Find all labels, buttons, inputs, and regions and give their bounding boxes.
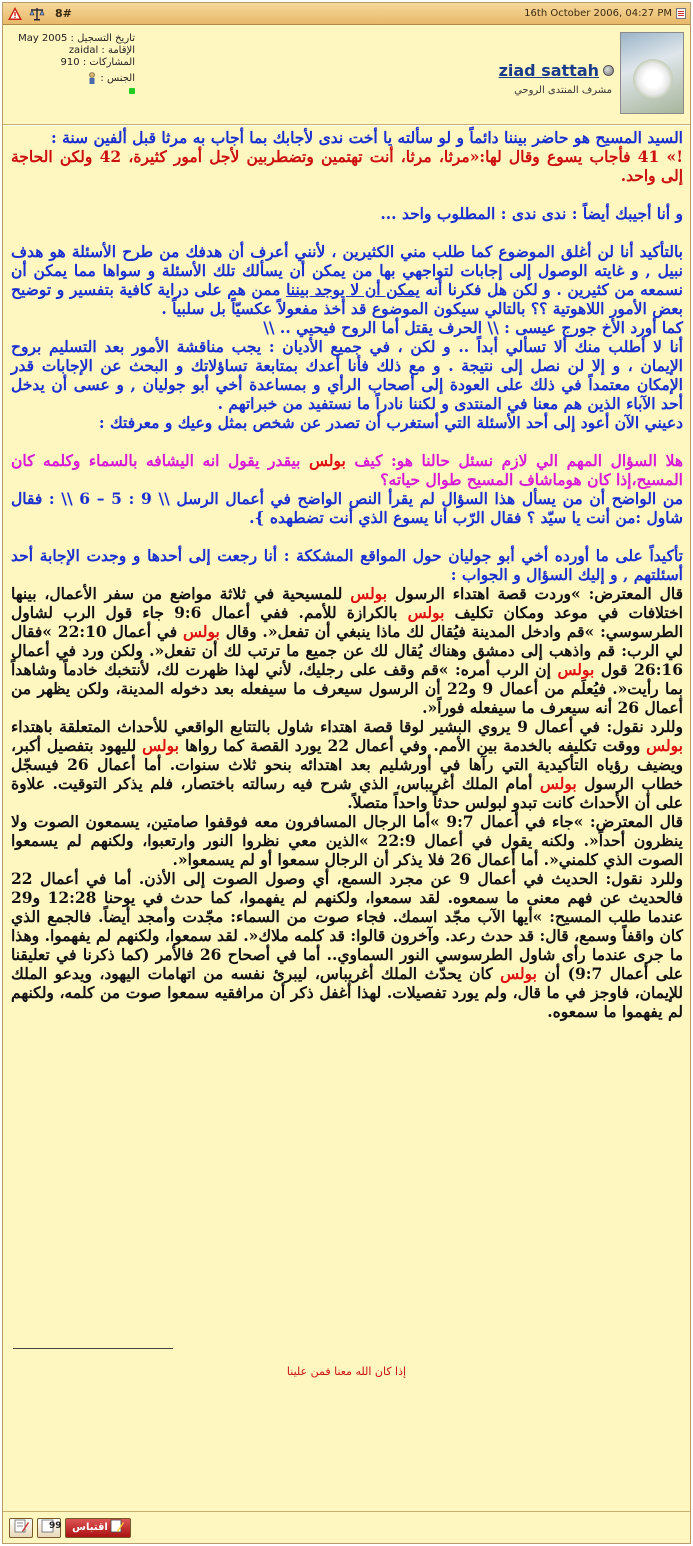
post-paragraph: دعيني الآن أعود إلى أحد الأسئلة التي أستغرب أن تصدر عن شخص بمثل وعيك و معرفتك :: [98, 413, 683, 432]
quoted-question: هلا السؤال المهم الي لازم نسئل حالنا هو: كيف بولس بيقدر يقول انه اليشافه بالسماء وكلمه كان المسيح،إذا كان هوماشاف المسيح طوال حياته؟: [11, 451, 683, 489]
post-paragraph: تأكيداً على ما أورده أخي أبو جوليان حول المواقع المشككة : أنا رجعت إلى أحدها و وجدت الإجابة أحد أسئلتهم , و إليك السؤال و الجواب :: [11, 546, 683, 584]
post-container: [2, 2, 691, 1544]
avatar[interactable]: [620, 32, 684, 114]
post-body: [3, 126, 690, 1511]
user-details: [11, 33, 135, 98]
quote-button-label: اقتباس: [72, 1522, 108, 1533]
post-actions-bar: [3, 1511, 690, 1543]
bible-quote: !» 41 فأجاب يسوع وقال لها:«مرثا، مرثا، أنت تهتمين وتضطربين لأجل أمور كثيرة، 42 ولكن الحاجة إلى واحد.: [11, 147, 683, 185]
post-paragraph: كما أورد الأخ جورج عيسى : \\ الحرف يقتل أما الروح فيحيي .. \\: [263, 318, 683, 337]
post-icon: [676, 8, 686, 19]
post-paragraph: و أنا أجيبك أيضاً : ندى ندى : المطلوب واحد ...: [380, 204, 683, 223]
post-date: 16th October 2006, 04:27 PM: [524, 8, 672, 19]
svg-text:99: 99: [49, 1521, 62, 1531]
post-paragraph: أنا لا أطلب منك ألا تسألي أبداً .. و لكن ، في جميع الأديان : يجب مناقشة الأمور بعد التسليم بروح الإيمان ، و إلا لن نصل إلى نتيجة . و مع ذلك فأنا أعدك بمتابعة تساؤلاتك و البحث عن الإجابات قدر الإمكان معتمداً في ذلك على العودة إلى أصحاب الرأي و بمساعدة أخي أبو جوليان , و عسى أن يدخل أحد الآباء الذين هم معنا في المنتدى و لكننا نادراً ما نستفيد من خبراتهم .: [11, 337, 683, 413]
gender-label: الجنس :: [100, 73, 135, 84]
answer-paragraph: وللرد نقول: الحديث في أعمال 9 عن مجرد السمع، أي وصول الصوت إلى الأذن. أما في أعمال 22 فالحديث عن فهم معنى ما سمعوه. لقد سمعوا، ولكنهم لم يفهموا، كما حدث في يوحنا 12:28 و29 عندما طلب المسيح: »أيها الآب مجّد اسمك. فجاء صوت من السماء: مجّدت وأمجد أيضاً. فالجمع الذي كان واقفاً وسمع، قال: قد حدث رعد. وآخرون قالوا: قد كلمه ملاك«. لقد سمعوا، ولكنهم لم يفهموا. وهذا ما جرى عندما رأى شاول الطرسوسي النور السماوي.. أما في أصحاح 26 فالأمر (كما ذكرنا في تعليقنا على أعمال 9:7) أن بولس كان يحدّث الملك أغريباس، ليبرئ نفسه من اتهامات اليهود، ويدعو الملك للإيمان، فاوجز في ما قال، ولم يورد تفصيلات. لهذا أغفل ذكر أن مرافقيه سمعوا صوت من كلمه، ولكنهم لم يفهموا ما سمعوه.: [11, 869, 684, 1021]
post-header-bar: [3, 3, 690, 25]
username-link[interactable]: ziad sattah: [498, 61, 599, 80]
answer-paragraph: قال المعترض: »وردت قصة اهتداء الرسول بولس للمسيحية في ثلاثة مواضع من سفر الأعمال، بينها اختلافات في موعد ومكان تكليف بولس بالكرازة للأمم. ففي أعمال 9:6 جاء قول الرب لشاول الطرسوسي: »قم وادخل المدينة فيُقال لك ماذا ينبغي أن تفعل«. وقال بولس في أعمال 22:10 »فقال لي الرب: قم واذهب إلى دمشق وهناك يُقال لك عن جميع ما ترتب لك أن تفعل«. ولكن ورد في أعمال 26:16 قول بولس إن الرب أمره: »قم وقف على رجليك، لأني لهذا ظهرت لك، لأنتخبك خادماً وشاهداً بما رأيت«. فيُعلَم من أعمال 9 و22 أن الرسول سيعرف ما سيفعله بعد دخوله المدينة، ولكن يظهر من أعمال 26 أنه سيعرف ما سيفعله فوراً«.: [11, 584, 684, 717]
pencil-icon: [13, 1519, 29, 1536]
post-number[interactable]: 8#: [55, 7, 72, 20]
status-indicator-icon: [603, 65, 614, 76]
user-title: مشرف المنتدى الروحي: [514, 85, 612, 96]
username-row: [499, 61, 614, 80]
answer-paragraph: قال المعترض: »جاء في أعمال 9:7 »أما الرجال المسافرون معه فوقفوا صامتين، يسمعون الصوت ولا ينظرون أحداً«. ولكنه يقول في أعمال 22:9 »الذين معي نظروا النور وارتعبوا، ولكنهم لم يسمعوا الصوت الذي كلمني«. أما أعمال 26 فلا يذكر أن الرجال سمعوا أو لم يسمعوا«.: [11, 812, 683, 869]
quote-marks-icon: [41, 1519, 62, 1536]
warning-icon[interactable]: [7, 6, 23, 22]
scales-icon[interactable]: [29, 6, 45, 22]
post-paragraph: السيد المسيح هو حاضر بيننا دائماً و لو سألته يا أخت ندى لأجابك بما أجاب به مرثا قبل ألفين سنة :: [50, 128, 683, 147]
quote-button[interactable]: [65, 1518, 131, 1538]
quote-icon: [110, 1519, 124, 1536]
post-paragraph: من الواضح أن من يسأل هذا السؤال لم يقرأ النص الواضح في أعمال الرسل \\ 9 : 5 – 6 \\ : فقال شاول :من أنت يا سيّد ؟ فقال الرّب أنا يسوع الذي أنت تضطهده }.: [11, 489, 683, 527]
post-tools: [7, 6, 72, 22]
user-info-bar: [3, 25, 690, 125]
gender-row: [11, 72, 135, 98]
answer-paragraph: وللرد نقول: في أعمال 9 يروي البشير لوقا قصة اهتداء شاول بالتتابع الواقعي للأحداث المتعلقة باهتداء بولس ووقت تكليفه بالخدمة بين الأمم. وفي أعمال 22 يورد القصة كما رواها بولس لليهود بتفصيل أكبر، ويضيف رؤياه التأكيدية التي رآها في أورشليم بعد اهتدائه بنحو ثلاث سنوات. أما أعمال 26 فيسجّل خطاب الرسول بولس أمام الملك أغريباس، الذي شرح فيه رسالته باختصار، فلم يذكر التوقيت. علاوة على أن الأحداث كانت تبدو لبولس حدثاً واحداً متصلاً.: [11, 717, 684, 812]
online-status-icon: [129, 88, 135, 94]
post-paragraph: بالتأكيد أنا لن أغلق الموضوع كما طلب مني الكثيرين ، لأنني أعرف أن هدفك من طرح الأسئلة هو هدف نبيل , و غايته الوصول إلى إجابات لتواجهي بها من يمكن أن يسألك تلك الأسئلة و سواها مما يمكن أن نسمعه من كثيرين . و لكن هل فكرنا أنه يمكن أن لا يوجد بيننا ممن هم على دراية كافية بتفسير و توضيح بعض الأمور اللاهوتية ؟؟ بالتالي سيكون الموضوع قد أخذ مفعولاً عكسيّاً بل سلبياً .: [11, 242, 683, 318]
post-count: المشاركات : 910: [60, 57, 135, 68]
signature-divider: [13, 1348, 173, 1349]
multi-quote-button[interactable]: [37, 1518, 61, 1538]
signature: إذا كان الله معنا فمن علينا: [286, 1365, 407, 1378]
male-icon: [87, 72, 97, 84]
residence: الإقامة : zaidal: [68, 45, 135, 56]
edit-button[interactable]: [9, 1518, 33, 1538]
registration-date: تاريخ التسجيل : May 2005: [18, 33, 135, 44]
underlined-phrase: يمكن أن لا يوجد بيننا: [286, 280, 420, 299]
